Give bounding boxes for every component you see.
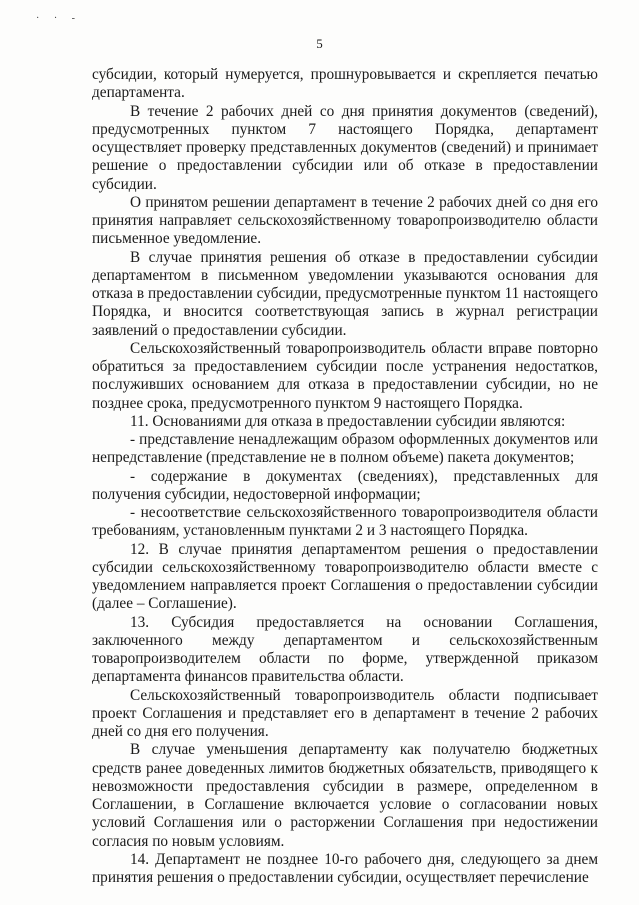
clause-11-item-3: - несоответствие сельскохозяйственного товаропроизводителя области требованиям, установленным пунктами 2 и 3 настоящего Порядка. [92, 504, 598, 540]
scan-specks: · · - [36, 13, 81, 24]
clause-11-item-2: - содержание в документах (сведениях), представленных для получения субсидии, недостоверной информации; [92, 467, 598, 503]
paragraph-3: О принятом решении департамент в течение 2 рабочих дней со дня его принятия направляет сельскохозяйственному товаропроизводителю области письменное уведомление. [92, 193, 598, 248]
paragraph-13-3: В случае уменьшения департаменту как получателю бюджетных средств ранее доведенных лимитов бюджетных обязательств, приводящего к невозможности предоставления субсидии в размере, определенном в Соглашении, в Соглашение включается условие о согласовании новых условий Соглашения или о расторжении Соглашения при недостижении согласия по новым условиям. [92, 741, 598, 850]
paragraph-5: Сельскохозяйственный товаропроизводитель области вправе повторно обратиться за предоставлением субсидии после устранения недостатков, послуживших основанием для отказа в предоставлении субсидии, но не позднее срока, предусмотренного пунктом 9 настоящего Порядка. [92, 339, 598, 412]
clause-12: 12. В случае принятия департаментом решения о предоставлении субсидии сельскохозяйственному товаропроизводителю области вместе с уведомлением направляется проект Соглашения о предоставлении субсидии (далее – Соглашение). [92, 540, 598, 613]
clause-13: 13. Субсидия предоставляется на основании Соглашения, заключенного между департаментом и сельскохозяйственным товаропроизводителем области по форме, утвержденной приказом департамента финансов правительства области. [92, 613, 598, 686]
paragraph-4: В случае принятия решения об отказе в предоставлении субсидии департаментом в письменном уведомлении указываются основания для отказа в предоставлении субсидии, предусмотренные пунктом 11 настоящего Порядка, и вносится соответствующая запись в журнал регистрации заявлений о предоставлении субсидии. [92, 248, 598, 339]
document-body [92, 66, 598, 887]
paragraph-2: В течение 2 рабочих дней со дня принятия документов (сведений), предусмотренных пунктом 7 настоящего Порядка, департамент осуществляет проверку представленных документов (сведений) и принимает решение о предоставлении субсидии или об отказе в предоставлении субсидии. [92, 102, 598, 193]
clause-14: 14. Департамент не позднее 10-го рабочего дня, следующего за днем принятия решения о предоставлении субсидии, осуществляет перечисление [92, 850, 598, 886]
page-number: 5 [316, 36, 323, 51]
clause-11-heading: 11. Основаниями для отказа в предоставлении субсидии являются: [130, 412, 566, 430]
paragraph-13-2: Сельскохозяйственный товаропроизводитель области подписывает проект Соглашения и представляет его в департамент в течение 2 рабочих дней со дня его получения. [92, 686, 598, 740]
paragraph-1: субсидии, который нумеруется, прошнуровывается и скрепляется печатью департамента. [92, 66, 598, 102]
clause-11-item-1: - представление ненадлежащим образом оформленных документов или непредставление (представление не в полном объеме) пакета документов; [92, 431, 598, 467]
